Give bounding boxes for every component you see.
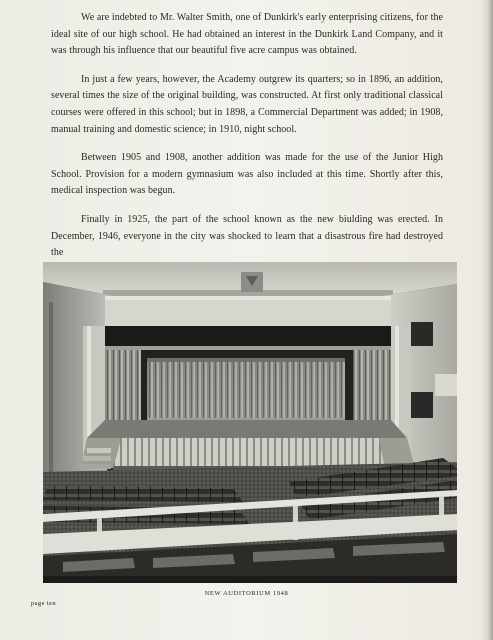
paragraph-3: Between 1905 and 1908, another addition was made for the use of the Junior High School. Provision for a modern gymnasium was also included at this time. Shortly after this, medical inspection was begun. xyxy=(51,152,443,197)
auditorium-photo xyxy=(43,262,457,583)
paragraph-2: In just a few years, however, the Academy outgrew its quarters; so in 1896, an addition, several times the size of the original building, was constructed. At first only traditional classical courses were offered in this school; but in 1898, a Commercial Department was added; in 1908, manual training and domestic science; in 1910, night school. xyxy=(51,73,443,135)
body-text xyxy=(51,10,443,274)
paragraph-4: Finally in 1925, the part of the school known as the new biulding was erected. In December, 1946, everyone in the city was shocked to learn that a disastrous fire had destroyed the xyxy=(51,213,443,259)
photo-caption: NEW AUDITORIUM 1948 xyxy=(204,590,289,597)
auditorium-illustration xyxy=(43,262,457,583)
paragraph-1: We are indebted to Mr. Walter Smith, one of Dunkirk's early enterprising citizens, for the ideal site of our high school. He had obtained an interest in the Dunkirk Land Company, and it was through his influence that our beautiful five acre campus was obtained. xyxy=(51,12,443,57)
page-number: page ten xyxy=(31,600,57,607)
page-gutter-shadow xyxy=(481,0,493,640)
